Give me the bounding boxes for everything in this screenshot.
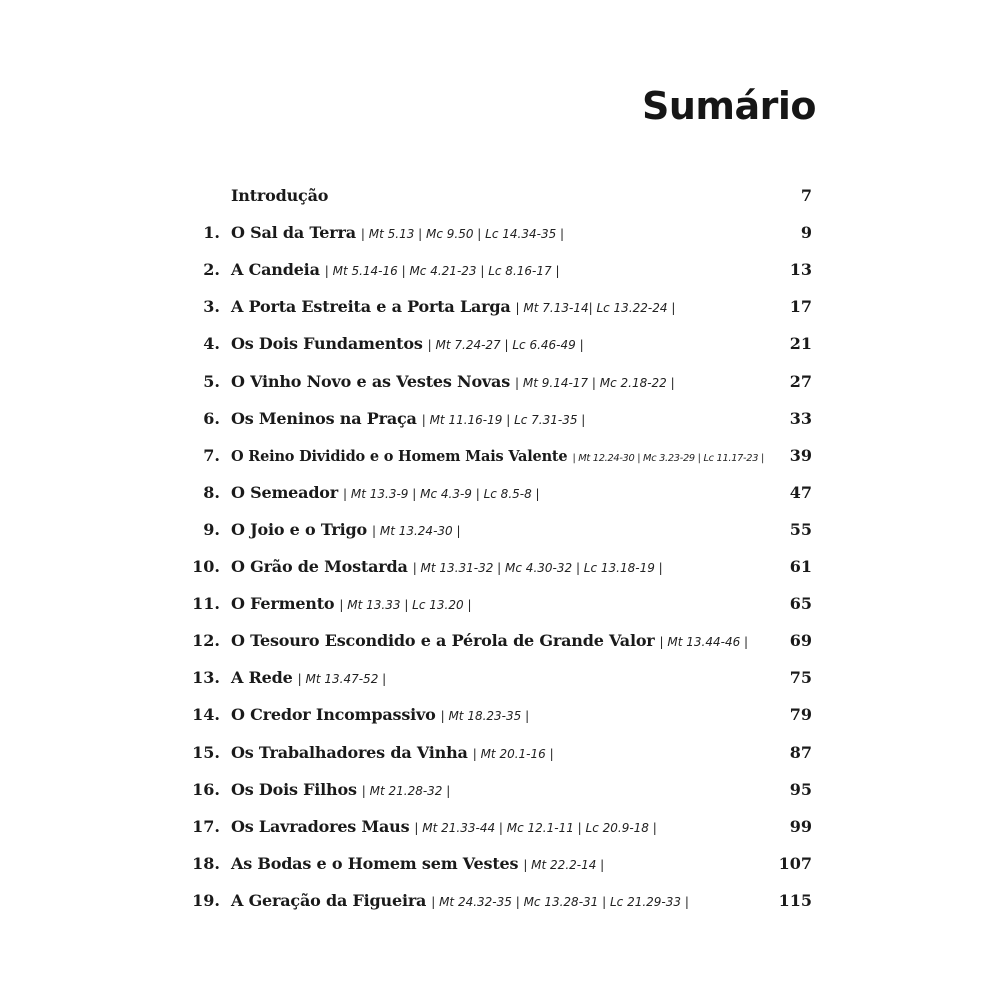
toc-entry-number: 9. [203, 519, 220, 539]
toc-entry-text [231, 854, 604, 873]
toc-entry-number: 1. [203, 223, 220, 243]
toc-entry [0, 364, 1000, 401]
toc-entry-page-number: 107 [778, 853, 812, 873]
toc-entry-title: Os Lavradores Maus [231, 816, 410, 836]
toc-entry-title: Os Meninos na Praça [231, 408, 417, 428]
toc-entry-references: | Mt 5.14-16 | Mc 4.21-23 | Lc 8.16-17 | [324, 264, 560, 279]
toc-entry-page-number: 79 [789, 705, 812, 725]
toc-entry-text [231, 409, 585, 428]
toc-entry-number: 2. [203, 260, 220, 280]
toc-entry-page-number: 75 [789, 668, 812, 688]
toc-entry-references: | Mt 22.2-14 | [523, 857, 605, 872]
toc-entry-references: | Mt 11.16-19 | Lc 7.31-35 | [421, 412, 586, 427]
page-title: Sumário [641, 84, 816, 128]
toc-entry-text [231, 223, 564, 242]
toc-entry-number: 3. [203, 297, 220, 317]
toc-entry-title: O Joio e o Trigo [231, 519, 367, 539]
toc-entry-page-number: 21 [789, 334, 812, 354]
toc-entry-title: Os Dois Fundamentos [231, 334, 423, 354]
toc-entry [0, 735, 1000, 772]
toc-entry-number: 14. [192, 705, 220, 725]
toc-entry-text [231, 520, 461, 539]
toc-entry-references: | Mt 13.44-46 | [659, 635, 749, 650]
toc-entry-text [231, 446, 764, 465]
toc-entry [0, 401, 1000, 438]
toc-entry-number: 13. [192, 668, 220, 688]
toc-entry [0, 549, 1000, 586]
toc-entry-text [231, 260, 559, 279]
toc-entry-number: 6. [203, 408, 220, 428]
toc-entry-title: O Vinho Novo e as Vestes Novas [231, 371, 511, 391]
toc-entry-text [231, 372, 675, 391]
toc-entry-title: O Tesouro Escondido e a Pérola de Grande Valor [231, 631, 655, 651]
toc-entry-page-number: 39 [789, 445, 812, 465]
toc-entry-text [231, 743, 554, 762]
toc-entry-text [231, 668, 386, 687]
toc-entry [0, 660, 1000, 697]
toc-entry-title: O Grão de Mostarda [231, 557, 408, 576]
toc-entry [0, 178, 1000, 215]
toc-entry [0, 289, 1000, 326]
toc-entry-title: O Semeador [231, 482, 339, 502]
toc-entry [0, 512, 1000, 549]
toc-entry [0, 438, 1000, 475]
toc-entry-page-number: 27 [789, 371, 812, 391]
toc-entry-page-number: 115 [778, 890, 812, 910]
toc-entry-page-number: 55 [789, 519, 812, 539]
toc-entry-number: 17. [192, 816, 220, 836]
toc-entry-page-number: 7 [800, 186, 812, 205]
toc-entry-title: A Geração da Figueira [231, 890, 427, 910]
toc-entry-references: | Mt 7.24-27 | Lc 6.46-49 | [427, 338, 584, 353]
toc-entry-number: 10. [192, 557, 220, 576]
toc-entry-text [231, 334, 584, 353]
toc-entry-number: 5. [203, 371, 220, 391]
toc-entry-title: A Candeia [231, 260, 320, 280]
toc-entry-page-number: 99 [789, 816, 812, 836]
toc-entry-page-number: 13 [789, 260, 812, 280]
toc-entry-page-number: 47 [789, 482, 812, 502]
toc-entry-number: 12. [192, 631, 220, 651]
toc-entry-title: Introdução [231, 186, 329, 205]
toc-entry-page-number: 87 [789, 742, 812, 762]
toc-entry-number: 18. [192, 853, 220, 873]
toc-entry-references: | Mt 13.3-9 | Mc 4.3-9 | Lc 8.5-8 | [343, 486, 540, 501]
toc-entry-references: | Mt 5.13 | Mc 9.50 | Lc 14.34-35 | [360, 227, 565, 242]
toc-entry-references: | Mt 24.32-35 | Mc 13.28-31 | Lc 21.29-33 | [431, 894, 689, 909]
toc-entry-page-number: 33 [789, 408, 812, 428]
toc-entry-references: | Mt 20.1-16 | [472, 746, 554, 761]
toc-entry-number: 11. [192, 594, 220, 614]
toc-entry [0, 697, 1000, 734]
toc-entry-text [231, 705, 529, 724]
toc-entry-number: 16. [192, 779, 220, 799]
toc-entry-title: O Fermento [231, 594, 335, 614]
toc-entry-references: | Mt 7.13-14| Lc 13.22-24 | [515, 301, 676, 316]
toc-entry-title: Os Dois Filhos [231, 779, 357, 799]
toc-entry-title: As Bodas e o Homem sem Vestes [231, 853, 519, 873]
toc-entry-number: 7. [203, 445, 220, 465]
toc-entry-references: | Mt 21.28-32 | [361, 783, 451, 798]
toc-entry-title: O Reino Dividido e o Homem Mais Valente [231, 447, 568, 465]
toc-entry-references: | Mt 13.24-30 | [371, 523, 461, 538]
toc-entry-page-number: 61 [789, 557, 812, 576]
toc-entry-references: | Mt 12.24-30 | Mc 3.23-29 | Lc 11.17-23 | [572, 452, 764, 464]
toc-entry-text [231, 297, 675, 316]
toc-entry-text [231, 780, 450, 799]
toc-entry [0, 623, 1000, 660]
toc-entry-page-number: 65 [789, 594, 812, 614]
toc-entry-number: 15. [192, 742, 220, 762]
toc-entry-page-number: 17 [789, 297, 812, 317]
toc-entry-references: | Mt 18.23-35 | [440, 709, 530, 724]
toc-entry-text [231, 631, 748, 650]
toc-entry-references: | Mt 9.14-17 | Mc 2.18-22 | [515, 375, 675, 390]
toc-entry-number: 4. [203, 334, 220, 354]
toc-entry-title: A Porta Estreita e a Porta Larga [231, 297, 511, 317]
toc-entry-title: O Sal da Terra [231, 223, 356, 243]
toc-entry [0, 846, 1000, 883]
toc-entry-references: | Mt 13.31-32 | Mc 4.30-32 | Lc 13.18-19 | [412, 561, 663, 575]
toc-entry-text [231, 891, 689, 910]
toc-entry-text [231, 483, 540, 502]
toc-entry-page-number: 9 [800, 223, 812, 243]
toc-entry-number: 19. [192, 890, 220, 910]
toc-entry [0, 586, 1000, 623]
toc-entry-text [231, 817, 657, 836]
toc-entry-text [231, 186, 333, 205]
toc-entry-title: A Rede [231, 668, 293, 688]
toc-entry [0, 215, 1000, 252]
toc-entry-title: O Credor Incompassivo [231, 705, 436, 725]
toc-entry-text [231, 594, 472, 613]
toc-entry-title: Os Trabalhadores da Vinha [231, 742, 468, 762]
toc-entry [0, 809, 1000, 846]
toc-entry-references: | Mt 21.33-44 | Mc 12.1-11 | Lc 20.9-18 | [414, 820, 657, 835]
toc-entry [0, 252, 1000, 289]
toc-entry-references: | Mt 13.47-52 | [297, 672, 387, 687]
toc-entry [0, 326, 1000, 363]
toc-entry-number: 8. [203, 482, 220, 502]
toc-entry-text [231, 557, 663, 576]
toc-entry-page-number: 95 [789, 779, 812, 799]
toc-entry [0, 475, 1000, 512]
toc-entry-page-number: 69 [789, 631, 812, 651]
toc-entry [0, 772, 1000, 809]
toc-entry [0, 883, 1000, 920]
toc-entry-references: | Mt 13.33 | Lc 13.20 | [339, 598, 472, 613]
